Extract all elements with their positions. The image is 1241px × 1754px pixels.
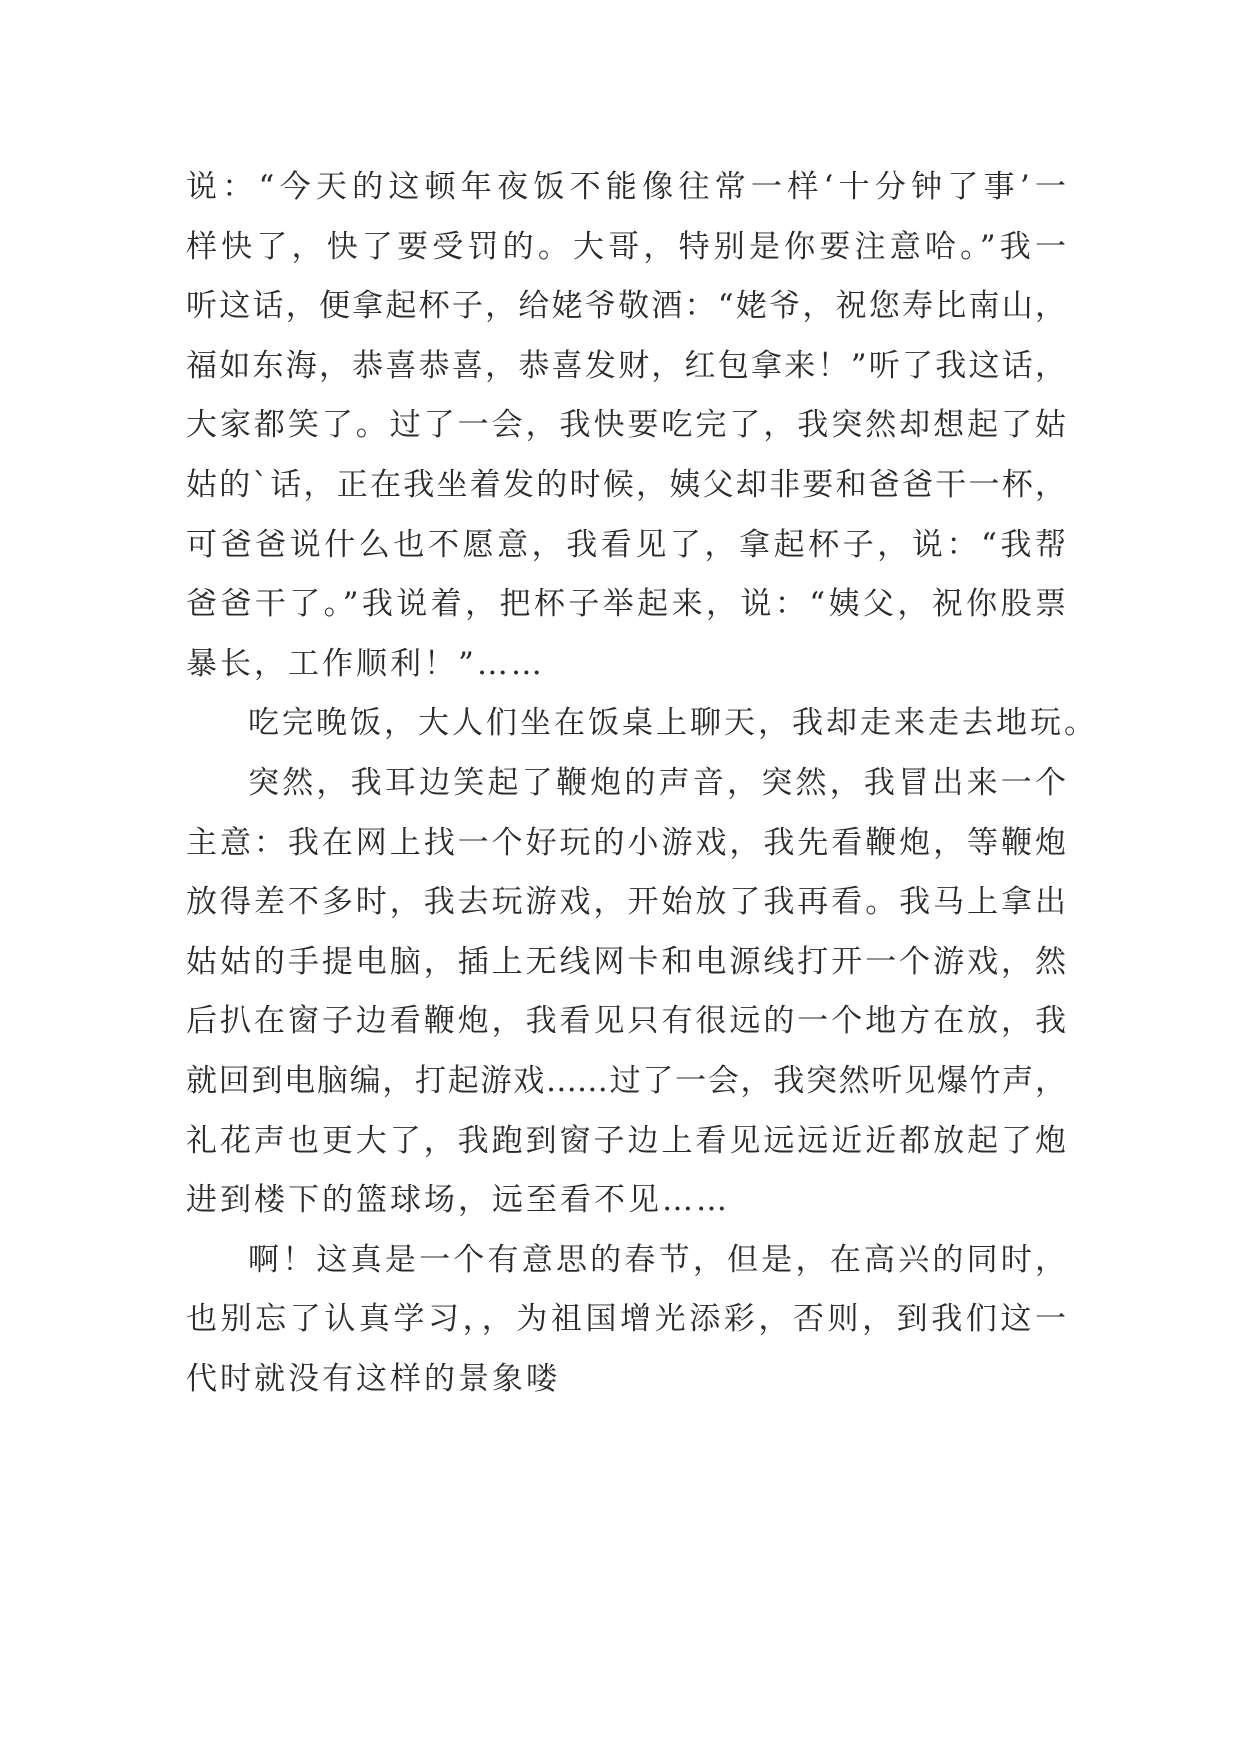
body-text [186, 158, 1098, 1409]
text-line: 可爸爸说什么也不愿意，我看见了，拿起杯子，说：“我帮 [186, 526, 1066, 563]
text-line: 礼花声也更大了，我跑到窗子边上看见远远近近都放起了炮 [186, 1122, 1066, 1159]
text-line: 样快了，快了要受罚的。大哥，特别是你要注意哈。”我一 [186, 228, 1066, 265]
text-line: 代时就没有这样的景象喽 [186, 1360, 560, 1397]
text-line: 姑的`话，正在我坐着发的时候，姨父却非要和爸爸干一杯， [186, 466, 1066, 503]
text-line: 进到楼下的篮球场，远至看不见…… [186, 1182, 730, 1219]
text-line: 福如东海，恭喜恭喜，恭喜发财，红包拿来！”听了我这话， [186, 347, 1066, 384]
text-line: 也别忘了认真学习，，为祖国增光添彩，否则，到我们这一 [186, 1301, 1066, 1338]
text-line: 后扒在窗子边看鞭炮，我看见只有很远的一个地方在放，我 [186, 1003, 1066, 1040]
text-line: 爸爸干了。”我说着，把杯子举起来，说：“姨父，祝你股票 [186, 586, 1066, 623]
text-line: 暴长，工作顺利！”…… [186, 645, 545, 682]
text-line: 主意：我在网上找一个好玩的小游戏，我先看鞭炮，等鞭炮 [186, 824, 1066, 861]
text-line: 就回到电脑编，打起游戏……过了一会，我突然听见爆竹声， [186, 1062, 1066, 1099]
text-line: 说：“今天的这顿年夜饭不能像往常一样‘十分钟了事’一 [186, 169, 1066, 205]
text-line: 听这话，便拿起杯子，给姥爷敬酒：“姥爷，祝您寿比南山， [186, 288, 1066, 325]
text-line: 啊！这真是一个有意思的春节，但是，在高兴的同时， [248, 1241, 1066, 1278]
text-line: 姑姑的手提电脑，插上无线网卡和电源线打开一个游戏，然 [186, 943, 1066, 980]
text-line: 吃完晚饭，大人们坐在饭桌上聊天，我却走来走去地玩。 [248, 705, 1098, 742]
text-line: 放得差不多时，我去玩游戏，开始放了我再看。我马上拿出 [186, 884, 1066, 921]
text-line: 突然，我耳边笑起了鞭炮的声音，突然，我冒出来一个 [248, 764, 1066, 801]
text-line: 大家都笑了。过了一会，我快要吃完了，我突然却想起了姑 [186, 407, 1066, 444]
